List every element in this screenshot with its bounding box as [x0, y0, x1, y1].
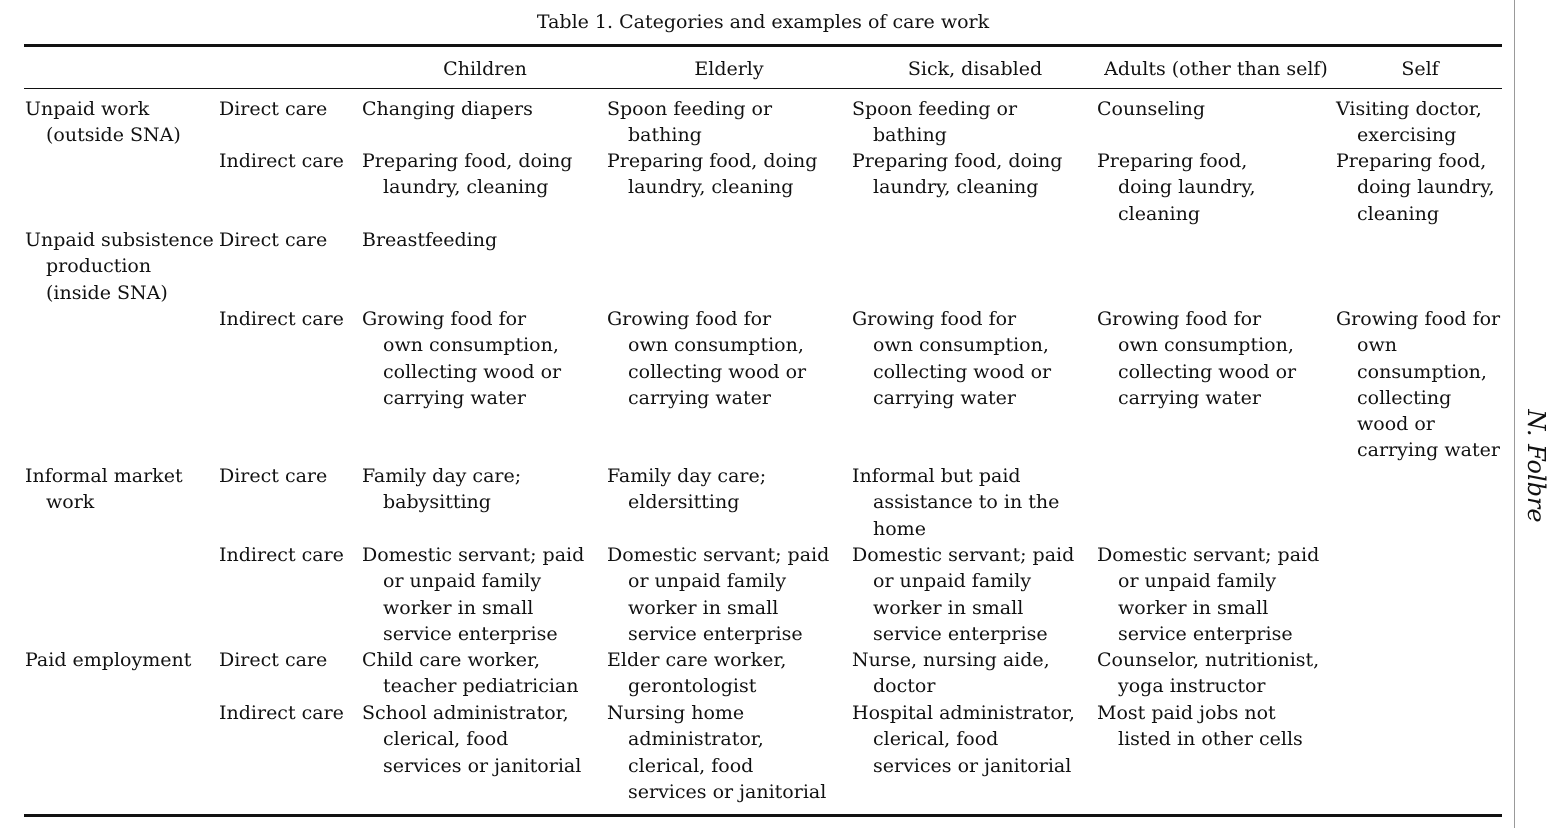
care-type-label: Indirect care [219, 308, 344, 330]
cell-line: collecting wood or [1118, 360, 1297, 383]
cell-line: collecting wood or [873, 360, 1052, 383]
cell-line: own [1357, 334, 1397, 357]
cell-line: Growing food for [607, 308, 772, 330]
cell-line: services or janitorial [383, 754, 582, 777]
cell-line: teacher pediatrician [383, 675, 579, 698]
table-cell [852, 542, 1074, 647]
table-cell [362, 647, 579, 700]
cell-line: Counseling [1097, 98, 1205, 120]
cell-line: Counselor, nutritionist, [1097, 649, 1320, 671]
page-edge-line [1514, 0, 1515, 828]
table-cell [362, 148, 572, 201]
section-label [25, 96, 181, 149]
cell-line: wood or [1357, 413, 1435, 436]
cell-line: Growing food for [1336, 308, 1501, 330]
cell-line: collecting wood or [628, 360, 807, 383]
cell-line: Preparing food, doing [362, 150, 573, 172]
cell-line: carrying water [628, 386, 771, 409]
table-cell [607, 306, 806, 411]
care-type-label: Indirect care [219, 702, 344, 724]
cell-line: Visiting doctor, [1336, 98, 1482, 120]
cell-line: worker in small [873, 596, 1024, 619]
cell-line: service enterprise [628, 622, 803, 645]
cell-line: Preparing food, [1336, 150, 1487, 172]
cell-line: consumption, [1357, 360, 1487, 383]
cell-line: Spoon feeding or [852, 98, 1018, 120]
cell-line: Growing food for [1097, 308, 1262, 330]
cell-line: worker in small [1118, 596, 1269, 619]
cell-line: gerontologist [628, 675, 757, 698]
column-header: Elderly [694, 58, 764, 80]
cell-line: Growing food for [852, 308, 1017, 330]
bottom-rule [24, 814, 1502, 817]
column-header: Children [443, 58, 527, 80]
header-rule [24, 88, 1502, 89]
cell-line: or unpaid family [628, 570, 787, 593]
table-cell [1097, 96, 1205, 122]
cell-line: Preparing food, doing [607, 150, 818, 172]
cell-line: Unpaid subsistence [25, 229, 214, 251]
cell-line: Domestic servant; paid [362, 544, 585, 566]
cell-line: carrying water [1357, 439, 1500, 462]
section-label [25, 227, 214, 306]
column-header: Adults (other than self) [1104, 58, 1328, 80]
cell-line: Preparing food, doing [852, 150, 1063, 172]
cell-line: home [873, 517, 926, 540]
running-head-author: N. Folbre [1522, 409, 1550, 523]
cell-line: (inside SNA) [46, 281, 168, 304]
cell-line: Nurse, nursing aide, [852, 649, 1050, 671]
cell-line: collecting wood or [383, 360, 562, 383]
table-cell [852, 463, 1059, 542]
cell-line: Family day care; [607, 465, 767, 487]
table-cell [607, 542, 829, 647]
table-cell [1097, 148, 1256, 227]
cell-line: Growing food for [362, 308, 527, 330]
cell-line: yoga instructor [1118, 675, 1266, 698]
table-cell [362, 306, 561, 411]
care-type-label: Direct care [219, 465, 328, 487]
cell-line: carrying water [1118, 386, 1261, 409]
table-cell [852, 148, 1062, 201]
cell-line: or unpaid family [383, 570, 542, 593]
cell-line: clerical, food [383, 728, 509, 751]
column-header: Self [1401, 58, 1439, 80]
cell-line: service enterprise [873, 622, 1048, 645]
cell-line: bathing [628, 124, 702, 147]
cell-line: collecting [1357, 386, 1452, 409]
cell-line: Spoon feeding or [607, 98, 773, 120]
table-cell [362, 96, 533, 122]
cell-line: worker in small [383, 596, 534, 619]
cell-line: Nursing home [607, 702, 745, 724]
cell-line: Paid employment [25, 649, 192, 671]
cell-line: own consumption, [1118, 334, 1294, 357]
cell-line: doing laundry, [1118, 176, 1256, 199]
table-cell [607, 463, 766, 516]
cell-line: doctor [873, 675, 936, 698]
cell-line: listed in other cells [1118, 728, 1303, 751]
table-cell [1336, 96, 1482, 149]
table-cell [607, 700, 826, 805]
cell-line: administrator, [628, 728, 764, 751]
cell-line: assistance to in the [873, 491, 1060, 514]
table-cell [1097, 647, 1319, 700]
table-cell [607, 148, 817, 201]
table-cell [1336, 306, 1500, 464]
cell-line: laundry, cleaning [873, 176, 1039, 199]
section-label [25, 647, 191, 673]
table-cell [852, 96, 1017, 149]
cell-line: production [46, 255, 152, 278]
cell-line: carrying water [873, 386, 1016, 409]
table-cell [1097, 542, 1319, 647]
cell-line: Child care worker, [362, 649, 541, 671]
care-type-label: Indirect care [219, 544, 344, 566]
cell-line: own consumption, [383, 334, 559, 357]
table-cell [362, 542, 584, 647]
care-type-label: Direct care [219, 229, 328, 251]
cell-line: bathing [873, 124, 947, 147]
cell-line: eldersitting [628, 491, 740, 514]
cell-line: worker in small [628, 596, 779, 619]
table-cell [362, 463, 521, 516]
cell-line: services or janitorial [873, 754, 1072, 777]
table-cell [1336, 148, 1495, 227]
cell-line: exercising [1357, 124, 1457, 147]
table-cell [607, 647, 786, 700]
cell-line: cleaning [1118, 202, 1201, 225]
table-cell [1097, 700, 1303, 753]
cell-line: clerical, food [628, 754, 754, 777]
cell-line: Hospital administrator, [852, 702, 1075, 724]
cell-line: services or janitorial [628, 780, 827, 803]
table-cell [362, 227, 497, 253]
care-type-label: Direct care [219, 98, 328, 120]
cell-line: Informal but paid [852, 465, 1021, 487]
cell-line: Most paid jobs not [1097, 702, 1276, 724]
cell-line: Unpaid work [25, 98, 150, 120]
table-cell [362, 700, 581, 779]
cell-line: clerical, food [873, 728, 999, 751]
cell-line: laundry, cleaning [383, 176, 549, 199]
cell-line: service enterprise [1118, 622, 1293, 645]
cell-line: work [46, 491, 95, 514]
cell-line: cleaning [1357, 202, 1440, 225]
table-cell [852, 700, 1075, 779]
column-header: Sick, disabled [907, 58, 1043, 80]
table-cell [607, 96, 772, 149]
cell-line: Breastfeeding [362, 229, 498, 251]
care-type-label: Indirect care [219, 150, 344, 172]
cell-line: Changing diapers [362, 98, 533, 120]
cell-line: own consumption, [873, 334, 1049, 357]
cell-line: or unpaid family [873, 570, 1032, 593]
table-caption: Table 1. Categories and examples of care work [536, 11, 990, 33]
table-cell [1097, 306, 1296, 411]
table-cell [852, 647, 1050, 700]
table-cell [852, 306, 1051, 411]
cell-line: Informal market [25, 465, 183, 487]
cell-line: laundry, cleaning [628, 176, 794, 199]
cell-line: babysitting [383, 491, 491, 514]
cell-line: doing laundry, [1357, 176, 1495, 199]
cell-line: Elder care worker, [607, 649, 787, 671]
cell-line: Domestic servant; paid [607, 544, 830, 566]
cell-line: carrying water [383, 386, 526, 409]
care-type-label: Direct care [219, 649, 328, 671]
cell-line: Preparing food, [1097, 150, 1248, 172]
cell-line: School administrator, [362, 702, 569, 724]
cell-line: Family day care; [362, 465, 522, 487]
cell-line: service enterprise [383, 622, 558, 645]
section-label [25, 463, 183, 516]
cell-line: Domestic servant; paid [1097, 544, 1320, 566]
cell-line: own consumption, [628, 334, 804, 357]
top-rule [24, 44, 1502, 47]
cell-line: or unpaid family [1118, 570, 1277, 593]
cell-line: Domestic servant; paid [852, 544, 1075, 566]
cell-line: (outside SNA) [46, 124, 181, 147]
